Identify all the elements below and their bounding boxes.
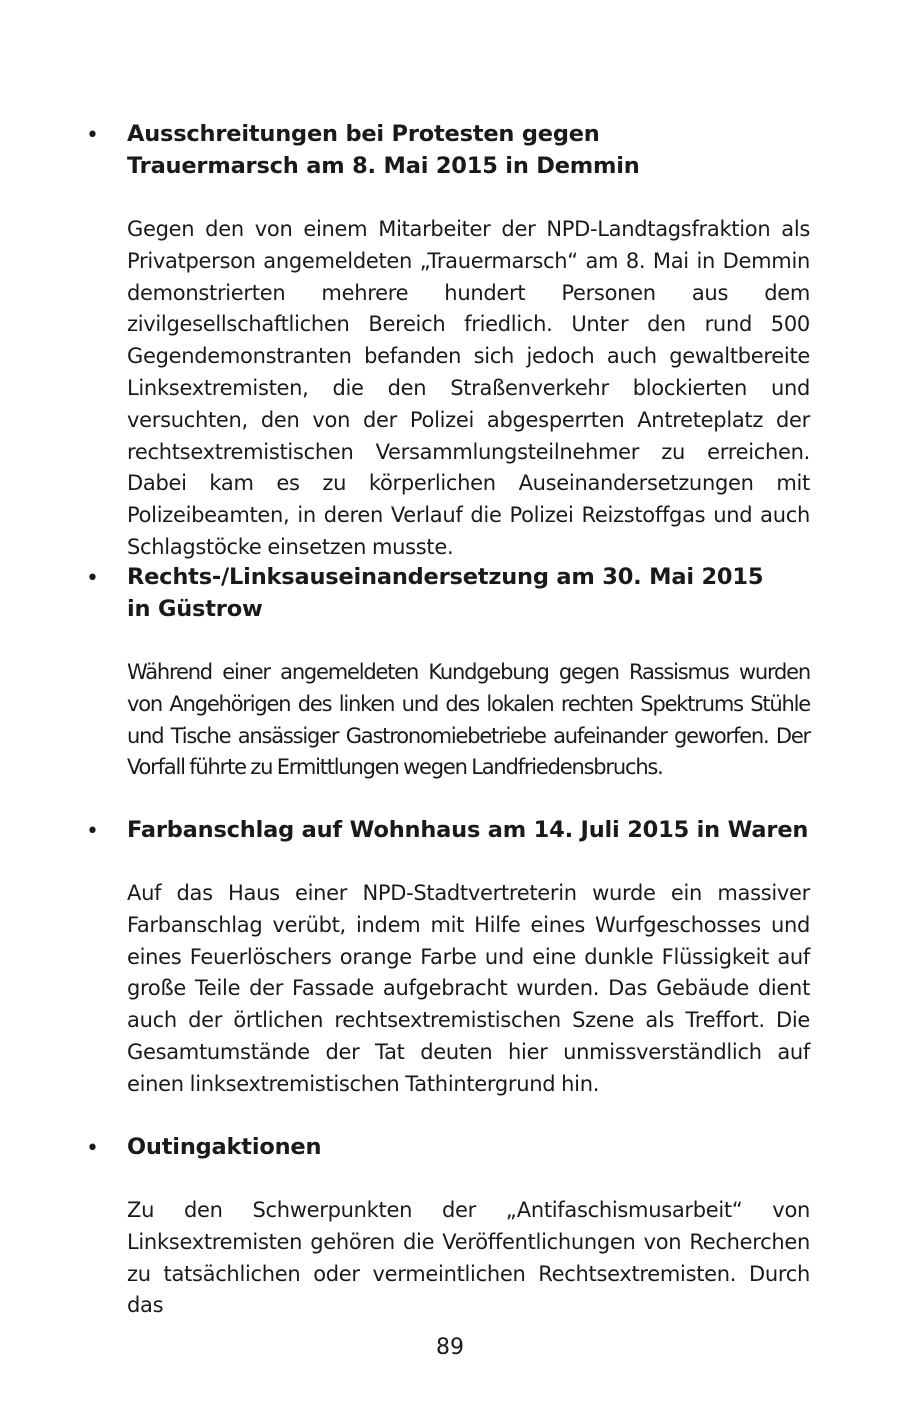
bullet-marker: • [86,1136,99,1161]
section-waren [86,814,810,1101]
section-demmin [86,118,810,564]
section-paragraph: Auf das Haus einer NPD-Stadtvertreterin wurde ein massiver Farbanschlag verübt, indem mit Hilfe eines Wurfgeschosses und eines Feuerlöschers orange Farbe und eine dunkle Flüssigkeit auf große Teile der Fassade aufgebracht wurden. Das Gebäude dient auch der örtlichen rechtsextremistischen Szene als Treffort. Die Gesamtumstände der Tat deuten hier unmissverständlich auf einen linksextremistischen Tathintergrund hin. [127,881,810,1096]
section-paragraph: Während einer angemeldeten Kundgebung gegen Rassismus wurden von Angehörigen des linken und des lokalen rechten Spektrums Stühle und Tische ansässiger Gastronomiebetriebe aufeinander geworfen. Der Vorfall führte zu Ermittlungen wegen Landfriedensbruchs. [127,660,810,780]
section-outingaktionen [86,1131,810,1322]
page-number: 89 [436,1335,464,1360]
section-heading: Farbanschlag auf Wohnhaus am 14. Juli 2015 in Waren [127,817,809,843]
bullet-marker: • [86,566,99,591]
section-paragraph: Gegen den von einem Mitarbeiter der NPD-Landtagsfraktion als Privatperson angemeldeten „Trauermarsch“ am 8. Mai in Demmin demonstrierten mehrere hundert Personen aus dem zivilgesellschaftlichen Bereich friedlich. Unter den rund 500 Gegendemonstranten befanden sich jedoch auch gewaltbereite Linksextremisten, die den Straßenverkehr blockierten und versuchten, den von der Polizei abgesperrten Antreteplatz der rechtsextremistischen Versammlungsteilnehmer zu erreichen. Dabei kam es zu körperlichen Auseinandersetzungen mit Polizeibeamten, in deren Verlauf die Polizei Reizstoffgas und auch Schlagstöcke einsetzen musste. [127,217,810,559]
section-heading: Rechts-/Linksauseinandersetzung am 30. Mai 2015 in Güstrow [127,564,764,622]
bullet-marker: • [86,123,99,148]
section-heading: Ausschreitungen bei Protesten gegen Trauermarsch am 8. Mai 2015 in Demmin [127,121,640,179]
section-guestrow [86,561,810,784]
section-paragraph: Zu den Schwerpunkten der „Antifaschismusarbeit“ von Linksextremisten gehören die Veröffentlichungen von Recherchen zu tatsächlichen oder vermeintlichen Rechtsextremisten. Durch das [127,1198,810,1318]
bullet-marker: • [86,819,99,844]
section-heading: Outingaktionen [127,1134,322,1160]
